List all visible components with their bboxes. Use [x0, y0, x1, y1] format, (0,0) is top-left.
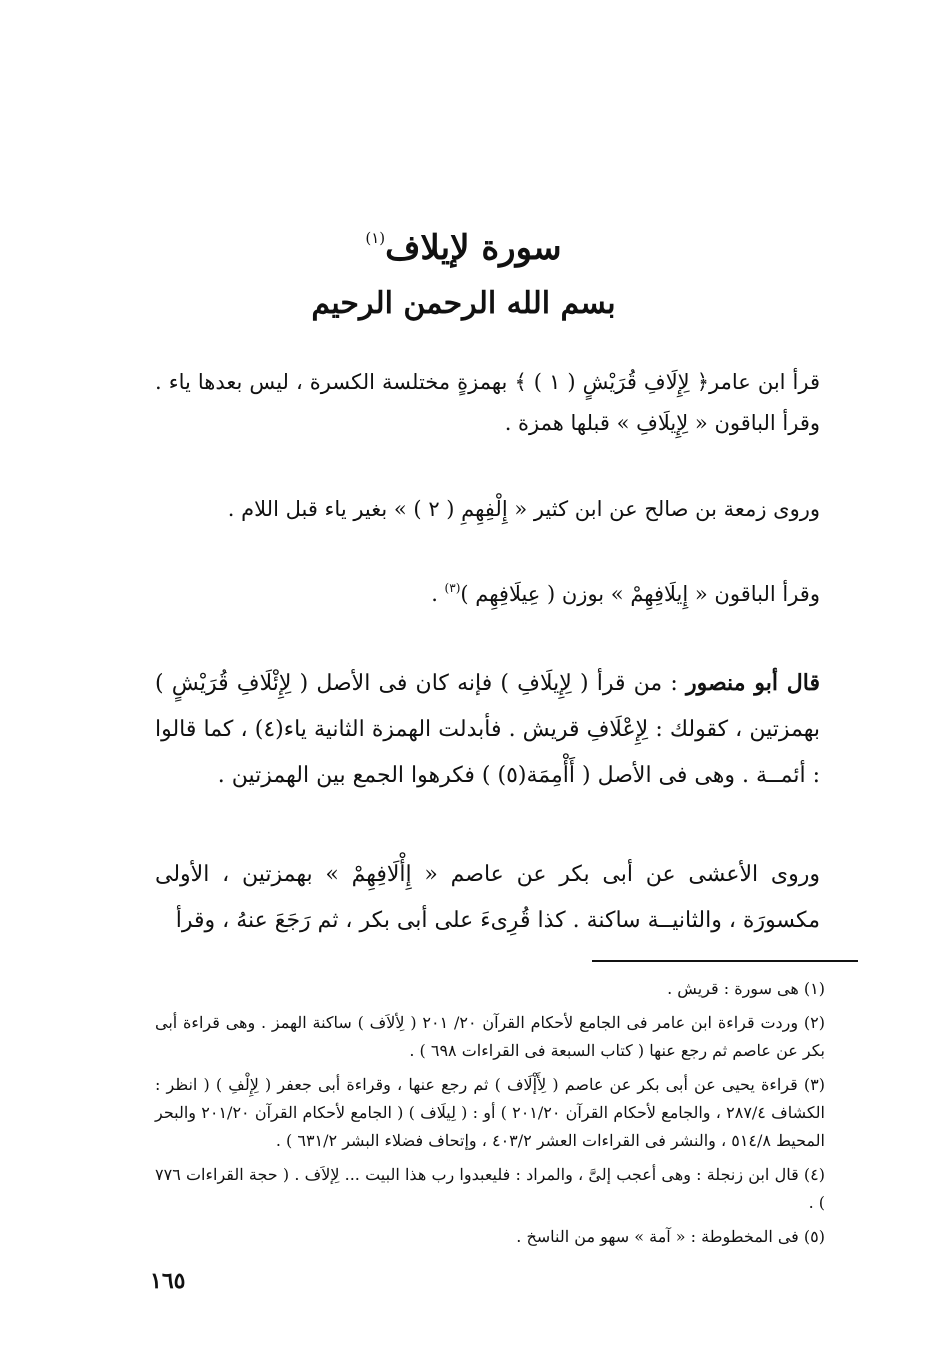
surah-title	[0, 210, 927, 276]
paragraph-1-text: قرأ ابن عامر﴿ لِإِلَافِ قُرَيْشٍ ( ١ ) ﴾ بهمزةٍ مختلسة الكسرة ، ليس بعدها ياء . وقرأ الباقون « لِإِيلَافِ » قبلها همزة .	[155, 370, 821, 435]
footnote-divider	[592, 960, 858, 962]
paragraph-3-text: وقرأ الباقون « إِيلَافِهِمْ » بوزن ( عِيلَافِهِم )	[460, 582, 820, 606]
paragraph-3	[155, 568, 820, 615]
basmala: بسم الله الرحمن الرحيم	[311, 286, 616, 321]
paragraph-2	[155, 489, 820, 530]
paragraph-4-lead: قال أبو منصور	[685, 670, 820, 696]
surah-title-note: (١)	[365, 229, 386, 247]
page-number: ١٦٥	[150, 1268, 186, 1294]
paragraph-3-note: (٣)	[444, 581, 461, 595]
paragraph-5-text: وروى الأعشى عن أبى بكر عن عاصم « إِأْلَافِهِمْ » بهمزتين ، الأولى مكسورَة ، والثانيــة ساكنة . كذا قُرِىءَ على أبى بكر ، ثم رَجَعَ عنهُ ، وقرأ	[155, 862, 820, 933]
paragraph-5	[155, 852, 820, 944]
footnote-2: (٢) وردت قراءة ابن عامر فى الجامع لأحكام القرآن ٢٠/ ٢٠١ ( لِألاَف ) ساكنة الهمز . وهى قراءة أبى بكر عن عاصم ثم رجع عنها ( كتاب السبعة فى القراءات ٦٩٨ ) .	[155, 1013, 826, 1060]
footnote-3: (٣) قراءة يحيى عن أبى بكر عن عاصم ( لِأَإْلَاف ) ثم رجع عنها ، وقراءة أبى جعفر ( لِإِلْفِ ) ( انظر : الكشاف ٢٨٧/٤ ، والجامع لأحكام القرآن ٢٠١/٢٠ ) أو : ( لِيلَاف ) ( الجامع لأحكام القرآن ٢٠١/٢٠ والبحر المحيط ٥١٤/٨ ، والنشر فى القراءات العشر ٤٠٣/٢ ، وإتحاف فضلاء البشر ٦٣١/٢ ) .	[155, 1075, 826, 1150]
footnote-4: (٤) قال ابن زنجلة : وهى أعجب إلىَّ ، والمراد : فليعبدوا رب هذا البيت ... لِإلاَف . ( حجة القراءات ٧٧٦ ) .	[155, 1165, 825, 1212]
surah-title-text: سورة لإيلاف	[385, 228, 562, 268]
footnote-1: (١) هى سورة : قريش .	[667, 979, 825, 998]
paragraph-4	[155, 660, 820, 799]
footnote-5: (٥) فى المخطوطة : « آمة » سهو من الناسخ .	[516, 1227, 825, 1246]
paragraph-1	[155, 362, 820, 444]
paragraph-2-text: وروى زمعة بن صالح عن ابن كثير « إِلْفِهِمِ ( ٢ ) » بغير ياء قبل اللام .	[227, 497, 820, 521]
paragraph-3-tail: .	[431, 582, 445, 606]
paragraph-4-text: : من قرأ ( لِإِيلَافِ ) فإنه كان فى الأصل ( لِإِئْلَافِ قُرَيْشٍ ) بهمزتين ، كقولك : لِإِعْلَافِ قريش . فأبدلت الهمزة الثانية ياء(٤) ، كما قالوا : أئمــة . وهى فى الأصل ( أَأْمِمَة(٥) ) فكرهوا الجمع بين الهمزتين .	[155, 671, 820, 788]
footnotes	[155, 975, 825, 1257]
